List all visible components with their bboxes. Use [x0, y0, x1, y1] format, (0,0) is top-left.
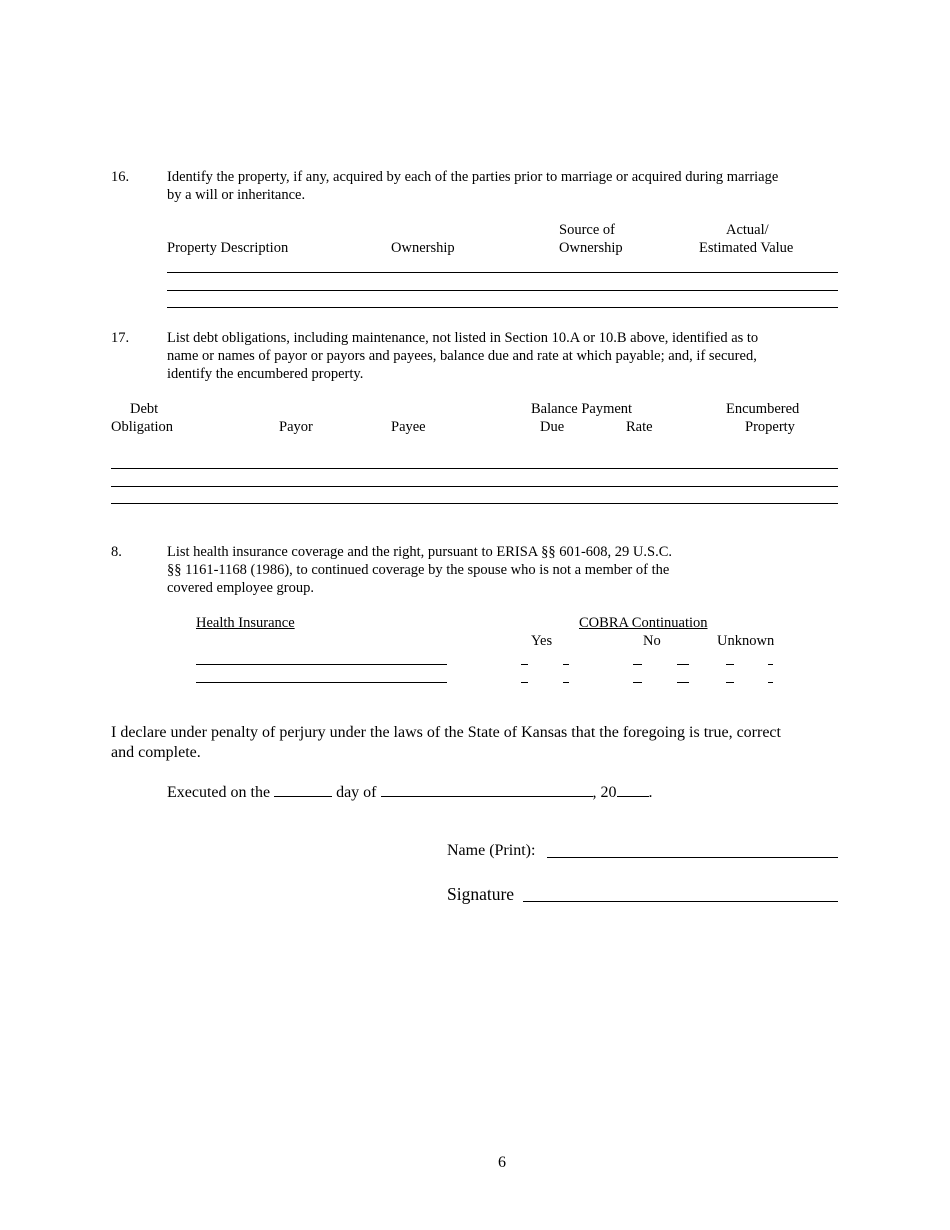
signature-label: Signature: [447, 884, 515, 904]
cobra-yes-blank[interactable]: [563, 682, 569, 683]
property-entry-line[interactable]: [167, 272, 838, 273]
col-value-line2: Estimated Value: [699, 240, 794, 256]
col-rate: Rate: [626, 419, 653, 435]
col-debt-line2: Obligation: [111, 419, 174, 435]
cobra-no-blank[interactable]: [677, 664, 689, 665]
col-payee: Payee: [391, 419, 426, 435]
property-entry-line[interactable]: [167, 307, 838, 308]
cobra-no-label: No: [643, 633, 661, 649]
section-17-text-line3: identify the encumbered property.: [167, 366, 364, 382]
section-16-text-line2: by a will or inheritance.: [167, 187, 306, 203]
cobra-unknown-blank[interactable]: [768, 682, 773, 683]
debt-entry-line[interactable]: [111, 503, 838, 504]
section-18-text-line3: covered employee group.: [167, 580, 314, 596]
section-18-number: 8.: [111, 544, 122, 560]
section-18-text-line1: List health insurance coverage and the right, pursuant to ERISA §§ 601-608, 29 U.S.C.: [167, 544, 672, 560]
name-print-blank[interactable]: [547, 857, 838, 858]
executed-day-label: day of: [336, 784, 377, 801]
cobra-unknown-blank[interactable]: [768, 664, 773, 665]
executed-line: [167, 782, 653, 803]
health-insurance-entry-line[interactable]: [196, 682, 447, 683]
col-encumbered-line1: Encumbered: [726, 401, 800, 417]
executed-year-blank[interactable]: [617, 782, 649, 797]
col-ownership: Ownership: [391, 240, 455, 256]
col-due: Due: [540, 419, 565, 435]
executed-month-blank[interactable]: [381, 782, 593, 797]
col-payor: Payor: [279, 419, 313, 435]
col-balance-payment: Balance Payment: [531, 401, 633, 417]
cobra-no-blank[interactable]: [633, 682, 642, 683]
col-encumbered-line2: Property: [745, 419, 795, 435]
cobra-unknown-blank[interactable]: [726, 682, 734, 683]
cobra-unknown-blank[interactable]: [726, 664, 734, 665]
section-17-text-line1: List debt obligations, including maintenance, not listed in Section 10.A or 10.B above, identified as to: [167, 330, 759, 346]
section-17-text-line2: name or names of payor or payors and payees, balance due and rate at which payable; and, if secured,: [167, 348, 757, 364]
col-source-line2: Ownership: [559, 240, 623, 256]
section-16-text-line1: Identify the property, if any, acquired by each of the parties prior to marriage or acquired during marriage: [167, 169, 779, 185]
cobra-yes-blank[interactable]: [521, 682, 528, 683]
cobra-continuation-heading: COBRA Continuation: [579, 615, 708, 631]
health-insurance-heading: Health Insurance: [196, 615, 295, 631]
property-entry-line[interactable]: [167, 290, 838, 291]
page-number: 6: [498, 1154, 506, 1171]
executed-day-blank[interactable]: [274, 782, 332, 797]
cobra-yes-blank[interactable]: [521, 664, 528, 665]
col-property-description: Property Description: [167, 240, 289, 256]
cobra-unknown-label: Unknown: [717, 633, 775, 649]
col-source-line1: Source of: [559, 222, 615, 238]
debt-entry-line[interactable]: [111, 486, 838, 487]
declaration-line2: and complete.: [111, 744, 201, 761]
col-value-line1: Actual/: [726, 222, 769, 238]
executed-prefix: Executed on the: [167, 784, 271, 801]
cobra-yes-blank[interactable]: [563, 664, 569, 665]
executed-end: .: [648, 784, 653, 801]
health-insurance-entry-line[interactable]: [196, 664, 447, 665]
executed-year-label: , 20: [592, 784, 617, 801]
section-17-number: 17.: [111, 330, 130, 346]
name-print-label: Name (Print):: [447, 842, 536, 859]
section-16-number: 16.: [111, 169, 130, 185]
cobra-yes-label: Yes: [531, 633, 553, 649]
declaration-line1: I declare under penalty of perjury under the laws of the State of Kansas that the foregoing is true, correct: [111, 724, 781, 741]
col-debt-line1: Debt: [130, 401, 159, 417]
section-18-text-line2: §§ 1161-1168 (1986), to continued coverage by the spouse who is not a member of the: [167, 562, 670, 578]
debt-entry-line[interactable]: [111, 468, 838, 469]
signature-blank[interactable]: [523, 901, 838, 902]
cobra-no-blank[interactable]: [677, 682, 689, 683]
cobra-no-blank[interactable]: [633, 664, 642, 665]
